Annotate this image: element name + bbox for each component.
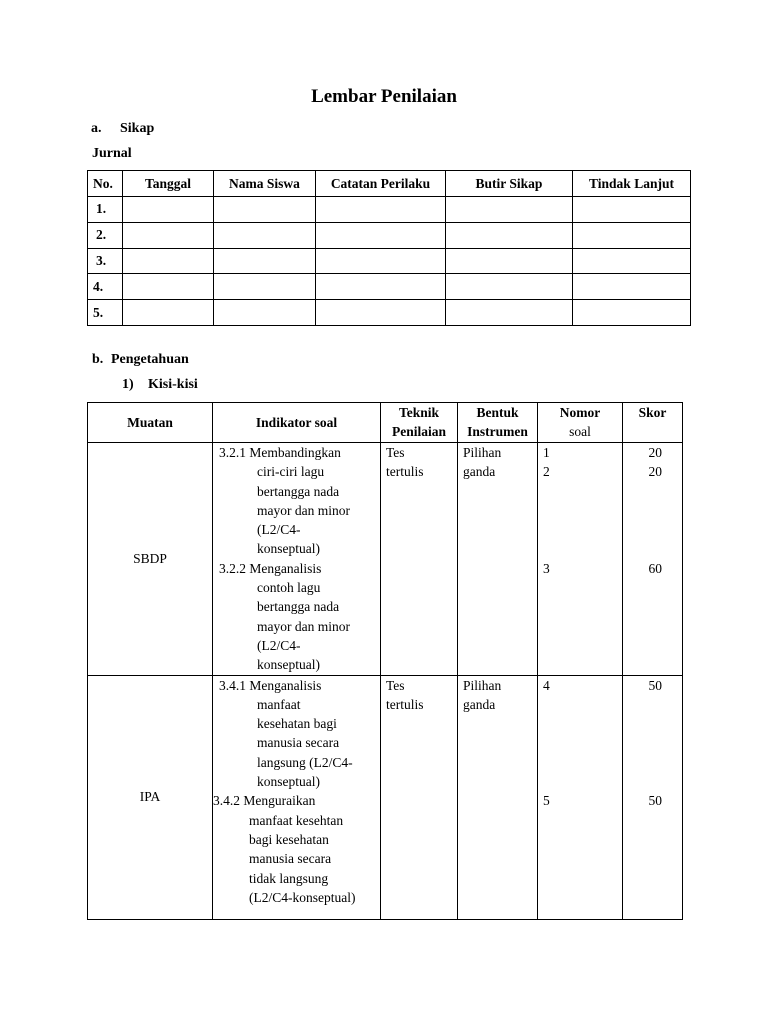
indikator-line: (L2/C4- (257, 522, 301, 538)
indikator-line: bagi kesehatan (249, 831, 329, 847)
nomor-cell (538, 675, 623, 919)
kisi-header-row (88, 403, 683, 443)
header-bentuk-line1: Bentuk (476, 405, 519, 420)
teknik-cell (381, 675, 458, 919)
jurnal-table (87, 170, 691, 326)
section-a-marker: a. (91, 121, 102, 136)
skor-value: 20 (648, 445, 662, 460)
section-b-marker: b. (92, 352, 104, 367)
row-number: 3. (88, 248, 123, 274)
indikator-line: contoh lagu (257, 580, 321, 596)
header-no: No. (88, 171, 123, 197)
teknik-cell (381, 443, 458, 676)
indikator-line: (L2/C4- (257, 637, 301, 653)
header-nomor-line1: Nomor (559, 405, 601, 420)
nomor-value: 1 (543, 445, 550, 460)
page-title: Lembar Penilaian (311, 86, 457, 107)
header-indikator-soal: Indikator soal (213, 403, 381, 443)
header-bentuk-line2: Instrumen (467, 424, 528, 439)
table-row (88, 274, 691, 300)
indikator-number: 3.2.2 Menganalisis (219, 560, 322, 576)
header-teknik-line1: Teknik (398, 405, 440, 420)
bentuk-cell (458, 443, 538, 676)
bentuk-line: Pilihan (463, 677, 502, 693)
header-tanggal: Tanggal (123, 171, 214, 197)
header-skor: Skor (623, 403, 683, 443)
indikator-cell (213, 443, 381, 676)
indikator-line: manfaat (257, 696, 301, 712)
bentuk-cell (458, 675, 538, 919)
indikator-line: kesehatan bagi (257, 716, 337, 732)
skor-cell (623, 443, 683, 676)
nomor-value: 5 (543, 792, 550, 808)
header-teknik-penilaian (381, 403, 458, 443)
indikator-line: manusia secara (249, 851, 332, 867)
header-butir-sikap: Butir Sikap (446, 171, 573, 197)
header-nomor-line2: soal (569, 424, 591, 439)
skor-value: 20 (648, 464, 662, 480)
indikator-line: mayor dan minor (257, 618, 350, 634)
skor-value: 50 (648, 792, 662, 808)
bentuk-line: ganda (463, 464, 496, 480)
table-row (88, 300, 691, 326)
header-bentuk-instrumen (458, 403, 538, 443)
indikator-line: ciri-ciri lagu (257, 464, 325, 480)
indikator-line: langsung (L2/C4- (257, 754, 353, 770)
jurnal-label: Jurnal (92, 146, 132, 161)
indikator-number: 3.2.1 Membandingkan (219, 445, 341, 460)
table-row (88, 443, 683, 676)
nomor-value: 3 (543, 560, 550, 576)
indikator-line: mayor dan minor (257, 502, 350, 518)
kisi-kisi-table (87, 402, 683, 920)
header-catatan-perilaku: Catatan Perilaku (316, 171, 446, 197)
muatan-cell: IPA (88, 675, 213, 919)
teknik-line: tertulis (386, 696, 424, 712)
row-number: 2. (88, 222, 123, 248)
table-row (88, 675, 683, 919)
indikator-line: manfaat kesehtan (249, 812, 344, 828)
row-number: 4. (88, 274, 123, 300)
indikator-line: konseptual) (257, 541, 320, 557)
teknik-line: Tes (386, 677, 405, 693)
nomor-cell (538, 443, 623, 676)
nomor-value: 4 (543, 677, 550, 693)
jurnal-header-row (88, 171, 691, 197)
header-nama-siswa: Nama Siswa (214, 171, 316, 197)
nomor-value: 2 (543, 464, 550, 480)
teknik-line: tertulis (386, 464, 424, 480)
table-row (88, 222, 691, 248)
indikator-number: 3.4.2 Menguraikan (213, 793, 316, 809)
skor-value: 50 (648, 677, 662, 693)
header-teknik-line2: Penilaian (391, 424, 446, 439)
subsection-1-label: Kisi-kisi (148, 377, 198, 392)
table-row (88, 197, 691, 223)
row-number: 5. (88, 300, 123, 326)
section-a-label: Sikap (120, 121, 155, 136)
indikator-line: konseptual) (257, 774, 320, 790)
skor-value: 60 (648, 560, 662, 576)
indikator-line: tidak langsung (249, 870, 329, 886)
bentuk-line: Pilihan (463, 445, 502, 460)
indikator-line: (L2/C4-konseptual) (249, 889, 356, 905)
header-tindak-lanjut: Tindak Lanjut (573, 171, 691, 197)
indikator-line: manusia secara (257, 735, 340, 751)
bentuk-line: ganda (463, 696, 496, 712)
indikator-line: bertangga nada (257, 599, 340, 615)
indikator-number: 3.4.1 Menganalisis (219, 677, 322, 693)
table-row (88, 248, 691, 274)
row-number: 1. (88, 197, 123, 223)
header-nomor-soal (538, 403, 623, 443)
section-b-label: Pengetahuan (111, 352, 189, 367)
indikator-line: konseptual) (257, 657, 320, 673)
teknik-line: Tes (386, 445, 405, 460)
indikator-line: bertangga nada (257, 483, 340, 499)
indikator-cell (213, 675, 381, 919)
muatan-cell: SBDP (88, 443, 213, 676)
subsection-1-marker: 1) (122, 377, 134, 392)
header-muatan: Muatan (88, 403, 213, 443)
skor-cell (623, 675, 683, 919)
